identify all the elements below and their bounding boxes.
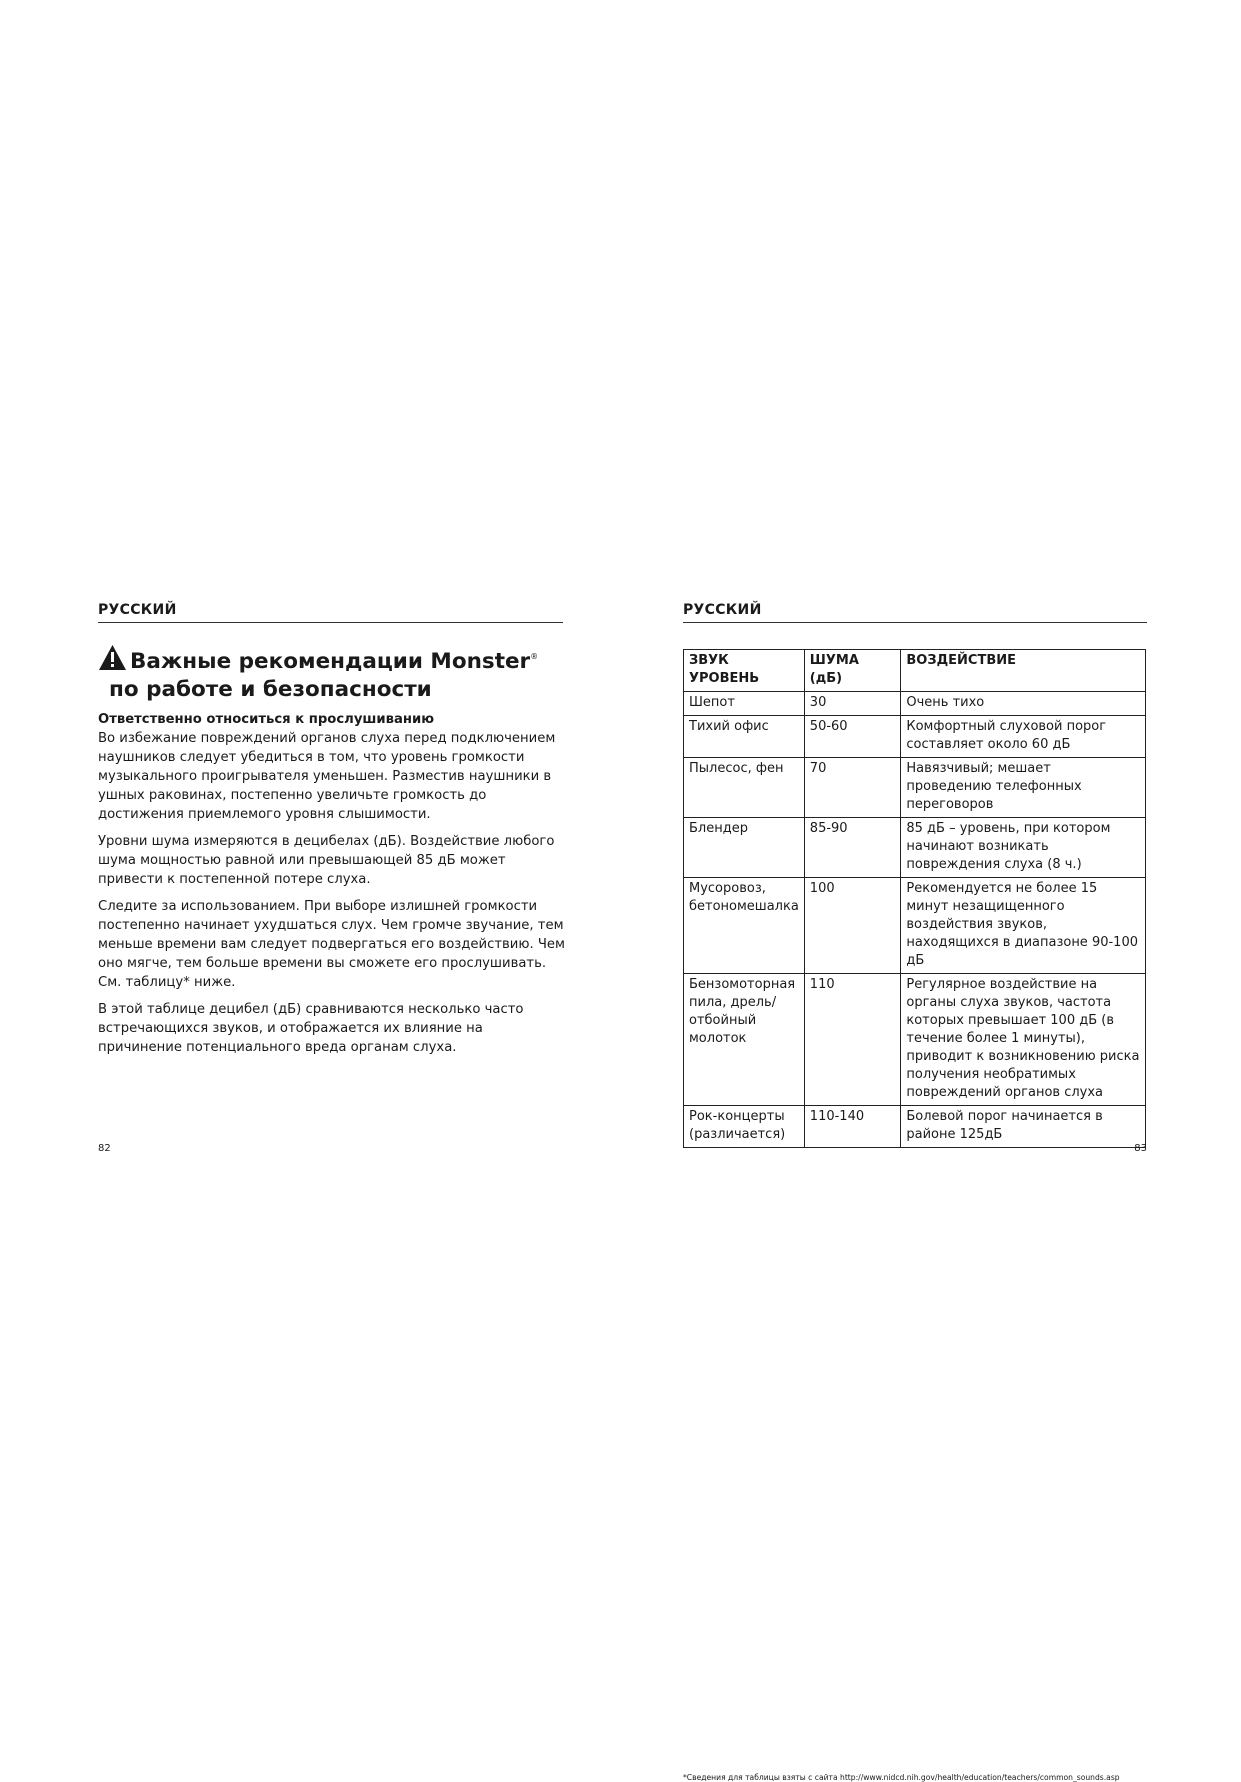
cell-effect: Регулярное воздействие на органы слуха звуков, частота которых превышает 100 дБ (в течение более 1 минуты), приводит к возникновению риска получения необратимых повреждений органов слуха xyxy=(901,974,1146,1106)
paragraph-2: Уровни шума измеряются в децибелах (дБ). Воздействие любого шума мощностью равной или превышающей 85 дБ может привести к постепенной потере слуха. xyxy=(98,834,555,887)
cell-sound: Бензомоторная пила, дрель/отбойный молоток xyxy=(684,974,805,1106)
cell-sound: Рок-концерты (различается) xyxy=(684,1106,805,1148)
header-effect: ВОЗДЕЙСТВИЕ xyxy=(901,650,1146,692)
title-line1: Важные рекомендации Monster xyxy=(130,649,531,674)
table-row xyxy=(684,974,1146,1106)
section-header-left xyxy=(98,603,563,623)
paragraph-1 xyxy=(98,710,568,824)
table-row xyxy=(684,716,1146,758)
cell-effect: 85 дБ – уровень, при котором начинают возникать повреждения слуха (8 ч.) xyxy=(901,818,1146,878)
cell-effect: Комфортный слуховой порог составляет около 60 дБ xyxy=(901,716,1146,758)
paragraph-text: Во избежание повреждений органов слуха перед подключением наушников следует убедиться в том, что уровень громкости музыкального проигрывателя уменьшен. Разместив наушники в ушных раковинах, постепенно увеличьте громкость до достижения приемлемого уровня слышимости. xyxy=(98,731,556,822)
section-header-right xyxy=(683,603,1147,623)
cell-level: 100 xyxy=(804,878,901,974)
page-title xyxy=(98,643,568,704)
cell-effect: Очень тихо xyxy=(901,692,1146,716)
cell-sound: Шепот xyxy=(684,692,805,716)
paragraph-4: В этой таблице децибел (дБ) сравниваются несколько часто встречающихся звуков, и отображается их влияние на причинение потенциального вреда органам слуха. xyxy=(98,1002,524,1055)
table-row xyxy=(684,758,1146,818)
cell-level: 85-90 xyxy=(804,818,901,878)
table-row xyxy=(684,1106,1146,1148)
cell-level: 110-140 xyxy=(804,1106,901,1148)
section-label: РУССКИЙ xyxy=(98,602,177,618)
cell-sound: Тихий офис xyxy=(684,716,805,758)
title-line2: по работе и безопасности xyxy=(109,677,432,702)
table-row xyxy=(684,878,1146,974)
body-text xyxy=(98,710,568,1065)
paragraph-3: Следите за использованием. При выборе излишней громкости постепенно начинает ухудшаться слух. Чем громче звучание, тем меньше времени вам следует подвергаться его воздействию. Чем оно мягче, тем больше времени вы сможете его прослушивать. См. таблицу* ниже. xyxy=(98,899,565,990)
table-header-row xyxy=(684,650,1146,692)
header-level: ШУМА (дБ) xyxy=(804,650,901,692)
page-number-right: 83 xyxy=(1134,1143,1147,1154)
cell-level: 50-60 xyxy=(804,716,901,758)
table-row xyxy=(684,818,1146,878)
cell-sound: Пылесос, фен xyxy=(684,758,805,818)
page-number-left: 82 xyxy=(98,1143,111,1154)
cell-level: 110 xyxy=(804,974,901,1106)
subheading: Ответственно относиться к прослушиванию xyxy=(98,712,435,727)
cell-effect: Рекомендуется не более 15 минут незащищенного воздействия звуков, находящихся в диапазоне 90-100 дБ xyxy=(901,878,1146,974)
cell-effect: Болевой порог начинается в районе 125дБ xyxy=(901,1106,1146,1148)
table-row xyxy=(684,692,1146,716)
cell-sound: Блендер xyxy=(684,818,805,878)
header-sound: ЗВУК УРОВЕНЬ xyxy=(684,650,805,692)
footnote: *Сведения для таблицы взяты с сайта http://www.nidcd.nih.gov/health/education/teachers/common_sounds.asp xyxy=(683,1773,1120,1782)
registered-mark: ® xyxy=(530,652,539,661)
section-label: РУССКИЙ xyxy=(683,602,762,618)
cell-level: 30 xyxy=(804,692,901,716)
table-body xyxy=(684,692,1146,1148)
warning-icon xyxy=(98,644,127,671)
cell-sound: Мусоровоз, бетономешалка xyxy=(684,878,805,974)
cell-effect: Навязчивый; мешает проведению телефонных переговоров xyxy=(901,758,1146,818)
cell-level: 70 xyxy=(804,758,901,818)
table xyxy=(683,649,1146,1148)
